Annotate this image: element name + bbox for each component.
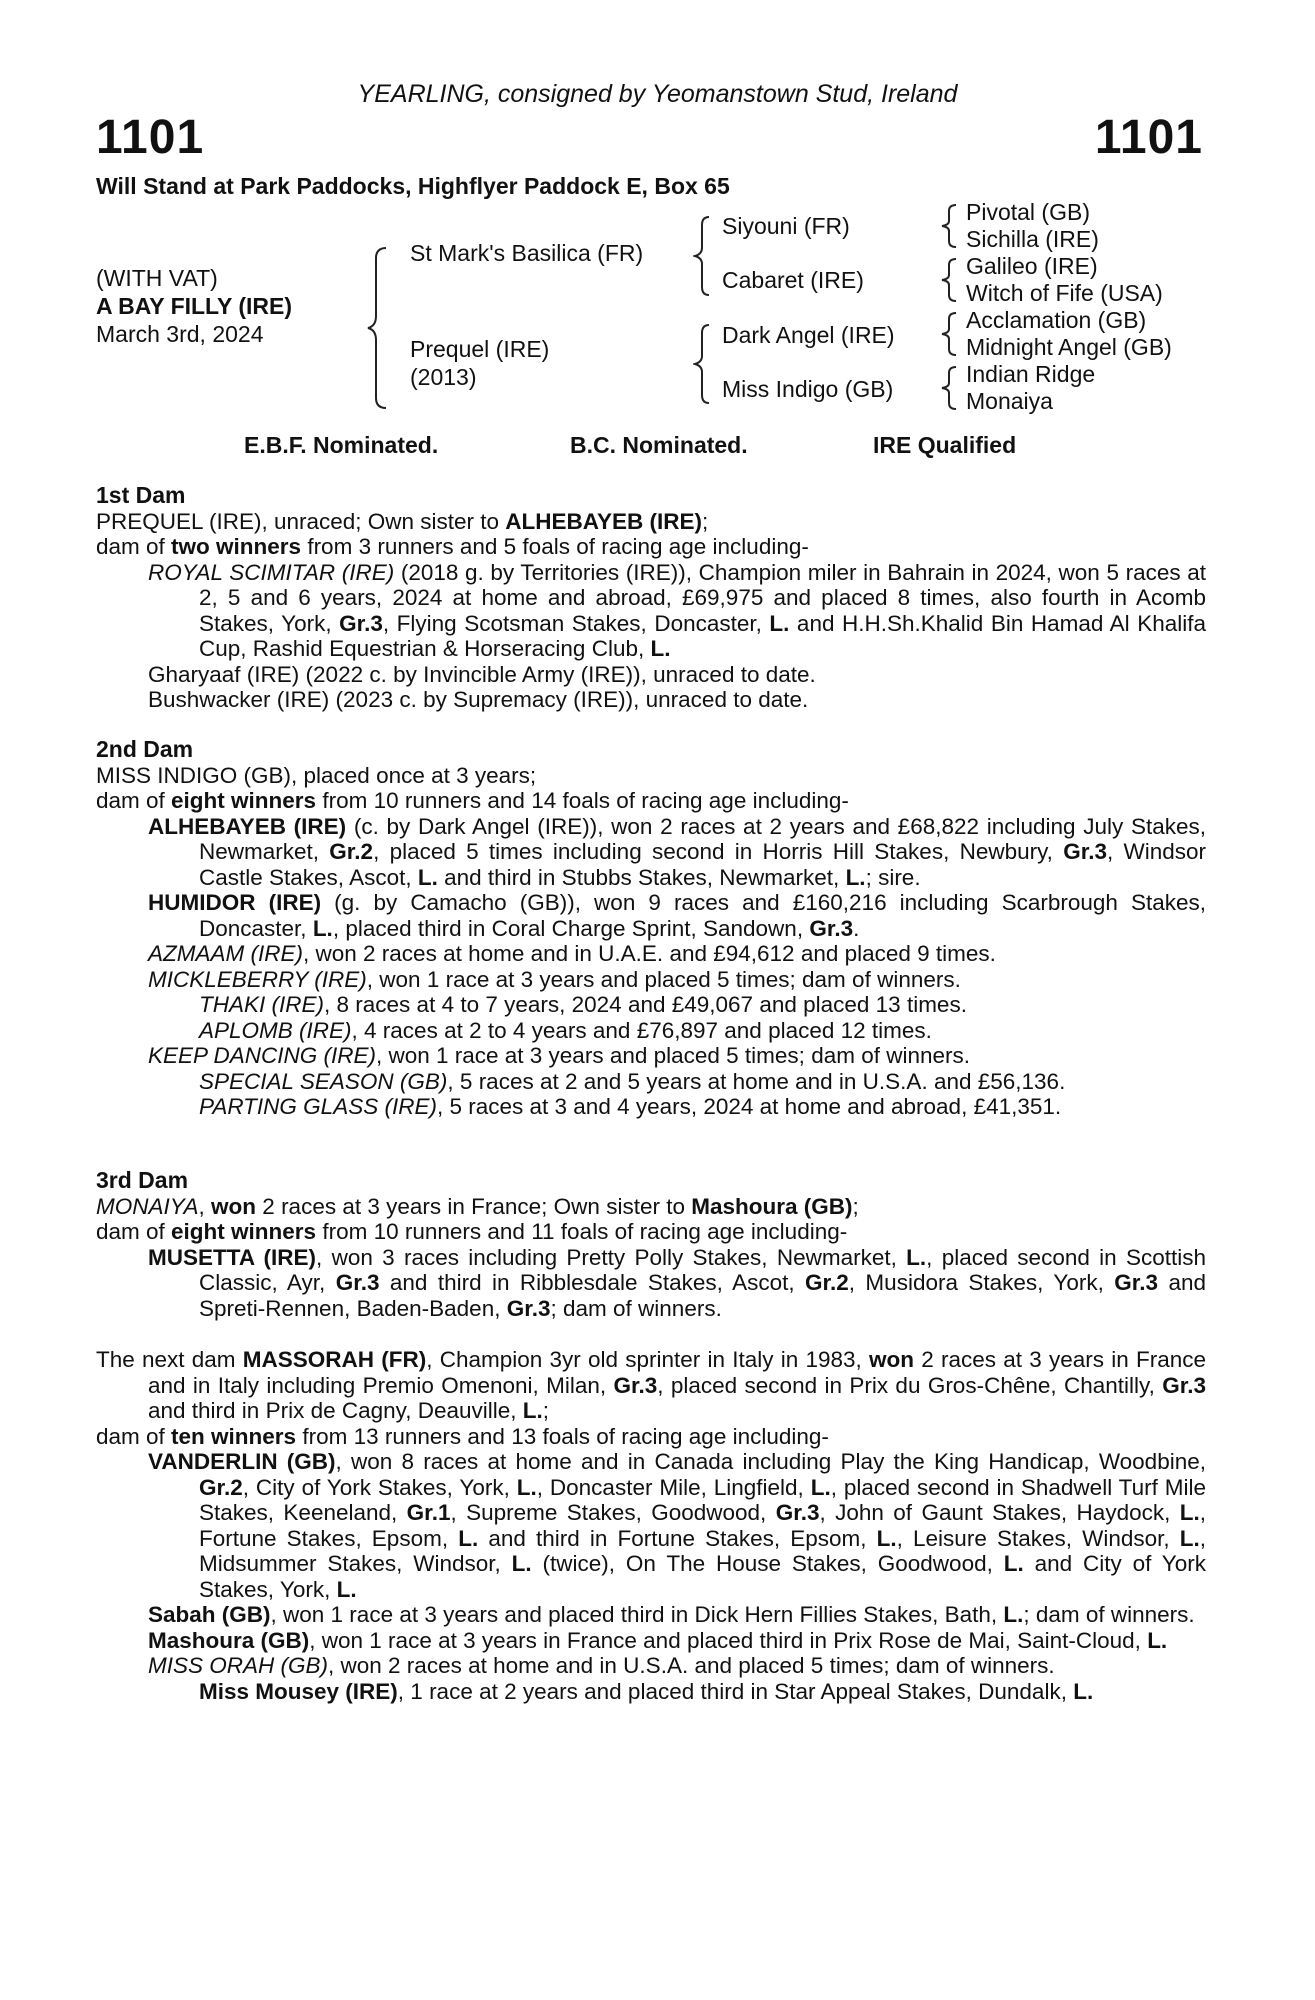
progeny-royal-scimitar: ROYAL SCIMITAR (IRE) (2018 g. by Territories (IRE)), Champion miler in Bahrain in 2024, won 5 races at 2, 5 and 6 years, 2024 at home and abroad, £69,975 and placed 8 times, also fourth in Acomb Stakes, York, Gr.3, Flying Scotsman Stakes, Doncaster, L. and H.H.Sh.Khalid Bin Hamad Al Khalifa Cup, Rashid Equestrian & Horseracing Club, L.	[148, 559, 1206, 661]
second-dam-section	[96, 737, 1206, 1120]
progeny-musetta: MUSETTA (IRE), won 3 races including Pretty Polly Stakes, Newmarket, L., placed second in Scottish Classic, Ayr, Gr.3 and third in Ribblesdale Stakes, Ascot, Gr.2, Musidora Stakes, York, Gr.3 and Spreti-Rennen, Baden-Baden, Gr.3; dam of winners.	[148, 1244, 1206, 1321]
brace-g1	[940, 203, 960, 249]
progeny-parting-glass: PARTING GLASS (IRE), 5 races at 3 and 4 years, 2024 at home and abroad, £41,351.	[199, 1094, 1062, 1119]
brace-g4	[940, 365, 960, 411]
progeny-azmaam: AZMAAM (IRE), won 2 races at home and in U.A.E. and £94,612 and placed 9 times.	[148, 941, 996, 966]
progeny-alhebayeb: ALHEBAYEB (IRE) (c. by Dark Angel (IRE)), won 2 races at 2 years and £68,822 including July Stakes, Newmarket, Gr.2, placed 5 times including second in Horris Hill Stakes, Newbury, Gr.3, Windsor Castle Stakes, Ascot, L. and third in Stubbs Stakes, Newmarket, L.; sire.	[148, 813, 1206, 890]
progeny-special-season: SPECIAL SEASON (GB), 5 races at 2 and 5 years at home and in U.S.A. and £56,136.	[199, 1068, 1066, 1094]
progeny-aplomb: APLOMB (IRE), 4 races at 2 to 4 years and £76,897 and placed 12 times.	[199, 1017, 932, 1043]
gg-acclamation: Acclamation (GB)	[966, 307, 1147, 333]
first-dam-section	[96, 483, 1206, 713]
first-dam-produce-line: dam of two winners from 3 runners and 5 foals of racing age including-	[96, 534, 809, 559]
sire-sire: Siyouni (FR)	[722, 213, 850, 239]
dam: Prequel (IRE)	[410, 336, 550, 362]
gg-sichilla: Sichilla (IRE)	[966, 226, 1099, 252]
progeny-miss-mousey: Miss Mousey (IRE), 1 race at 2 years and placed third in Star Appeal Stakes, Dundalk, L.	[199, 1678, 1094, 1704]
first-dam-line: PREQUEL (IRE), unraced; Own sister to ALHEBAYEB (IRE);	[96, 508, 709, 534]
first-dam-heading: 1st Dam	[96, 482, 186, 508]
dam-year: (2013)	[410, 364, 477, 390]
stand-location: Will Stand at Park Paddocks, Highflyer Paddock E, Box 65	[96, 173, 730, 199]
bc-nominated: B.C. Nominated.	[570, 432, 748, 458]
gg-pivotal: Pivotal (GB)	[966, 199, 1090, 225]
brace-g3	[940, 311, 960, 357]
sire-dam: Cabaret (IRE)	[722, 267, 864, 293]
lot-number-left: 1101	[96, 111, 205, 164]
lot-number-right: 1101	[1094, 111, 1203, 164]
third-dam-produce-line: dam of eight winners from 10 runners and 11 foals of racing age including-	[96, 1219, 848, 1244]
second-dam-line: MISS INDIGO (GB), placed once at 3 years;	[96, 762, 537, 788]
next-dam-section	[96, 1347, 1206, 1704]
consignment-line: YEARLING, consigned by Yeomanstown Stud, Ireland	[357, 80, 958, 108]
gg-galileo: Galileo (IRE)	[966, 253, 1098, 279]
third-dam-section	[96, 1168, 1206, 1321]
dam-dam: Miss Indigo (GB)	[722, 376, 894, 402]
second-dam-heading: 2nd Dam	[96, 736, 194, 762]
progeny-humidor: HUMIDOR (IRE) (g. by Camacho (GB)), won 9 races and £160,216 including Scarbrough Stakes, Doncaster, L., placed third in Coral Charge Sprint, Sandown, Gr.3.	[148, 890, 1207, 941]
progeny-bushwacker: Bushwacker (IRE) (2023 c. by Supremacy (IRE)), unraced to date.	[148, 687, 809, 712]
second-dam-produce-line: dam of eight winners from 10 runners and 14 foals of racing age including-	[96, 788, 849, 813]
third-dam-line: MONAIYA, won 2 races at 3 years in France; Own sister to Mashoura (GB);	[96, 1193, 859, 1219]
gg-midnight-angel: Midnight Angel (GB)	[966, 334, 1172, 360]
brace-g2	[940, 257, 960, 303]
sire: St Mark's Basilica (FR)	[410, 240, 644, 266]
brace-main	[366, 246, 392, 411]
ire-qualified: IRE Qualified	[873, 432, 1017, 458]
progeny-sabah: Sabah (GB), won 1 race at 3 years and placed third in Dick Hern Fillies Stakes, Bath, L.; dam of winners.	[148, 1602, 1195, 1627]
next-dam-line: The next dam MASSORAH (FR), Champion 3yr old sprinter in Italy in 1983, won 2 races at 3 years in France and in Italy including Premio Omenoni, Milan, Gr.3, placed second in Prix du Gros-Chêne, Chantilly, Gr.3 and third in Prix de Cagny, Deauville, L.;	[96, 1347, 1206, 1423]
dam-sire: Dark Angel (IRE)	[722, 322, 895, 348]
progeny-keep-dancing: KEEP DANCING (IRE), won 1 race at 3 years and placed 5 times; dam of winners.	[148, 1043, 971, 1068]
progeny-mickleberry: MICKLEBERRY (IRE), won 1 race at 3 years and placed 5 times; dam of winners.	[148, 966, 961, 992]
horse-name: A BAY FILLY (IRE)	[96, 293, 292, 319]
gg-witch-of-fife: Witch of Fife (USA)	[966, 280, 1163, 306]
progeny-vanderlin: VANDERLIN (GB), won 8 races at home and in Canada including Play the King Handicap, Woodbine, Gr.2, City of York Stakes, York, L., Doncaster Mile, Lingfield, L., placed second in Shadwell Turf Mile Stakes, Keeneland, Gr.1, Supreme Stakes, Goodwood, Gr.3, John of Gaunt Stakes, Haydock, L., Fortune Stakes, Epsom, L. and third in Fortune Stakes, Epsom, L., Leisure Stakes, Windsor, L., Midsummer Stakes, Windsor, L. (twice), On The House Stakes, Goodwood, L. and City of York Stakes, York, L.	[148, 1449, 1207, 1602]
progeny-thaki: THAKI (IRE), 8 races at 4 to 7 years, 2024 and £49,067 and placed 13 times.	[199, 992, 967, 1017]
third-dam-heading: 3rd Dam	[96, 1167, 189, 1193]
brace-sire	[693, 215, 713, 297]
gg-monaiya: Monaiya	[966, 388, 1053, 414]
gg-indian-ridge: Indian Ridge	[966, 361, 1096, 387]
vat-note: (WITH VAT)	[96, 265, 218, 291]
next-dam-produce-line: dam of ten winners from 13 runners and 13 foals of racing age including-	[96, 1423, 829, 1449]
progeny-miss-orah: MISS ORAH (GB), won 2 races at home and in U.S.A. and placed 5 times; dam of winners.	[148, 1653, 1055, 1678]
brace-dam	[693, 323, 713, 405]
progeny-mashoura: Mashoura (GB), won 1 race at 3 years in France and placed third in Prix Rose de Mai, Saint-Cloud, L.	[148, 1627, 1168, 1653]
progeny-gharyaaf: Gharyaaf (IRE) (2022 c. by Invincible Army (IRE)), unraced to date.	[148, 661, 816, 687]
ebf-nominated: E.B.F. Nominated.	[244, 432, 439, 458]
horse-dob: March 3rd, 2024	[96, 321, 264, 347]
